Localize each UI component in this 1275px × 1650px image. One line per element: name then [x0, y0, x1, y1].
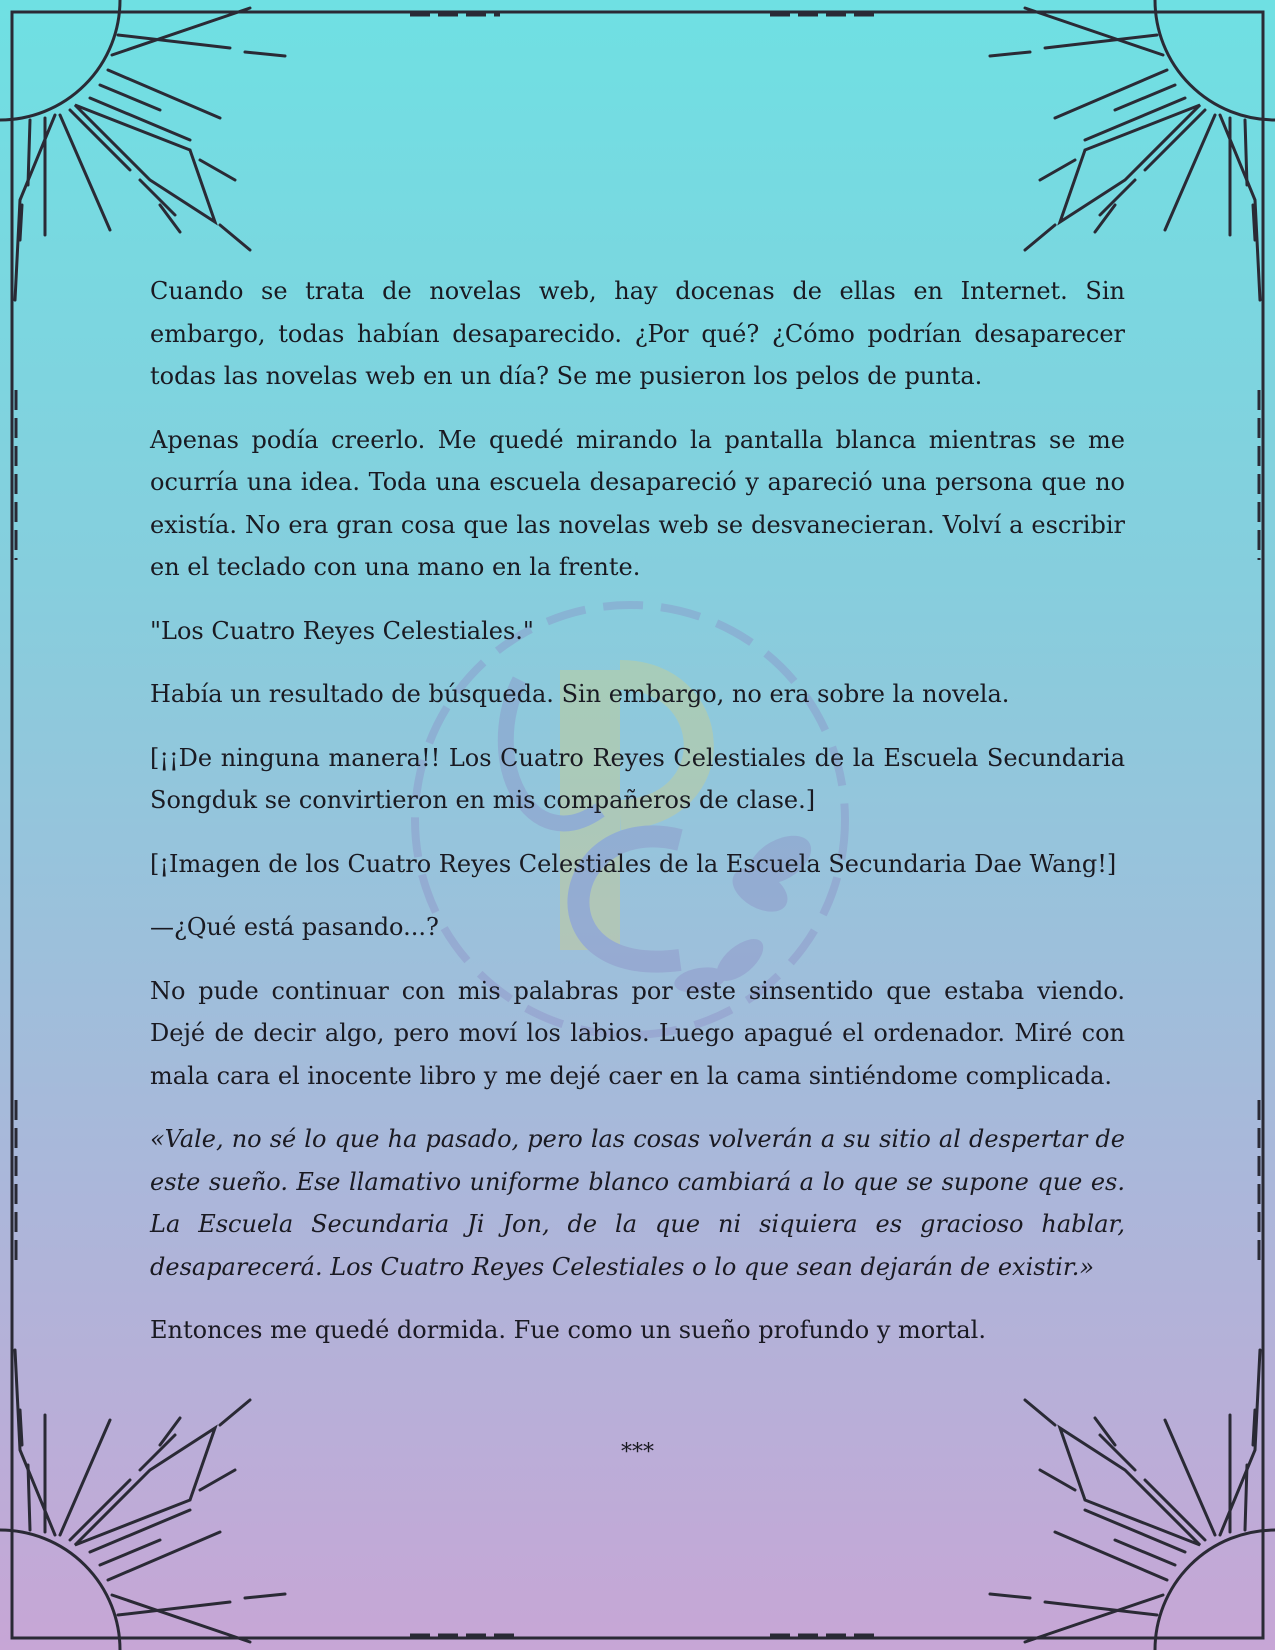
paragraph: "Los Cuatro Reyes Celestiales.": [150, 616, 534, 645]
paragraph: Apenas podía creerlo. Me quedé mirando la pantalla blanca mientras se me ocurría una idea. Toda una escuela desapareció y apareció una persona que no existía. No era gran cosa que las novelas web se desvanecieran. Volví a escribir en el teclado con una mano en la frente.: [150, 425, 1125, 581]
paragraph: Entonces me quedé dormida. Fue como un sueño profundo y mortal.: [150, 1316, 986, 1344]
sun-rays-icon: [990, 1350, 1275, 1650]
paragraph: [¡Imagen de los Cuatro Reyes Celestiales de la Escuela Secundaria Dae Wang!]: [150, 849, 1117, 878]
paragraph: Había un resultado de búsqueda. Sin embargo, no era sobre la novela.: [150, 680, 1010, 708]
sun-rays-icon: [0, 1350, 285, 1650]
body-text: [150, 270, 1125, 1373]
section-separator: ***: [621, 1440, 654, 1465]
paragraph: No pude continuar con mis palabras por este sinsentido que estaba viendo. Dejé de decir algo, pero moví los labios. Luego apagué el ordenador. Miré con mala cara el inocente libro y me dejé caer en la cama sintiéndome complicada.: [150, 976, 1125, 1090]
paragraph: [¡¡De ninguna manera!! Los Cuatro Reyes Celestiales de la Escuela Secundaria Songduk se convirtieron en mis compañeros de clase.]: [150, 743, 1125, 814]
paragraph: Cuando se trata de novelas web, hay docenas de ellas en Internet. Sin embargo, todas habían desaparecido. ¿Por qué? ¿Cómo podrían desaparecer todas las novelas web en un día? Se me pusieron los pelos de punta.: [150, 277, 1125, 390]
sun-rays-icon: [0, 0, 285, 300]
sun-rays-icon: [990, 0, 1275, 300]
paragraph: —¿Qué está pasando...?: [150, 913, 439, 941]
italic-paragraph: «Vale, no sé lo que ha pasado, pero las cosas volverán a su sitio al despertar de este sueño. Ese llamativo uniforme blanco cambiará a lo que se supone que es. La Escuela Secundaria Ji Jon, de la que ni siquiera es gracioso hablar, desaparecerá. Los Cuatro Reyes Celestiales o lo que sean dejarán de existir.»: [150, 1125, 1125, 1281]
